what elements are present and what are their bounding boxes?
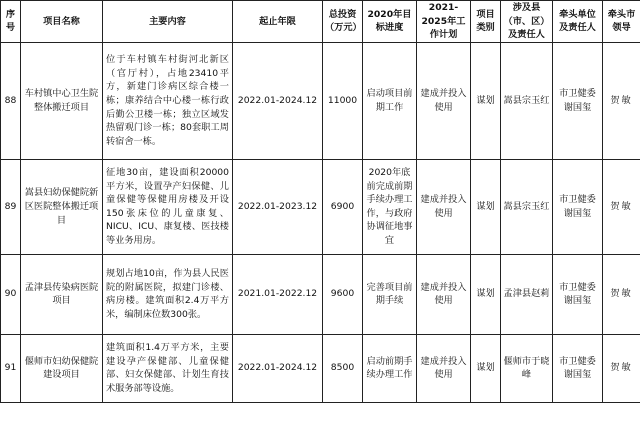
header-progress: 2020年目标进度 xyxy=(363,1,417,43)
header-county: 涉及县（市、区）及责任人 xyxy=(501,1,553,43)
header-period: 起止年限 xyxy=(233,1,323,43)
cell-category: 谋划 xyxy=(471,334,501,402)
cell-period: 2022.01-2024.12 xyxy=(233,334,323,402)
cell-name: 车村镇中心卫生院整体搬迁项目 xyxy=(21,42,103,159)
header-no: 序号 xyxy=(1,1,21,43)
cell-category: 谋划 xyxy=(471,159,501,254)
table-row xyxy=(1,159,640,254)
cell-leader: 贺敏 xyxy=(603,334,640,402)
cell-unit: 市卫健委谢国玺 xyxy=(553,159,603,254)
cell-investment: 11000 xyxy=(323,42,363,159)
cell-county: 嵩县宗玉红 xyxy=(501,42,553,159)
cell-leader: 贺敏 xyxy=(603,159,640,254)
cell-leader: 贺敏 xyxy=(603,42,640,159)
header-unit: 牵头单位及责任人 xyxy=(553,1,603,43)
header-content: 主要内容 xyxy=(103,1,233,43)
cell-content: 征地30亩，建设面积20000平方米，设置孕产妇保健、儿童保健等保健用房楼及开设150张床位的儿童康复、NICU、ICU、康复楼、医技楼等业务用房。 xyxy=(103,159,233,254)
cell-progress: 2020年底前完成前期手续办理工作，与政府协调征地事宜 xyxy=(363,159,417,254)
header-category: 项目类别 xyxy=(471,1,501,43)
cell-no: 90 xyxy=(1,254,21,334)
cell-progress: 启动前期手续办理工作 xyxy=(363,334,417,402)
cell-name: 嵩县妇幼保健院新区医院整体搬迁项目 xyxy=(21,159,103,254)
cell-county: 嵩县宗玉红 xyxy=(501,159,553,254)
header-row xyxy=(1,1,640,43)
cell-leader: 贺敏 xyxy=(603,254,640,334)
cell-no: 91 xyxy=(1,334,21,402)
cell-period: 2022.01-2024.12 xyxy=(233,42,323,159)
cell-investment: 6900 xyxy=(323,159,363,254)
table-row xyxy=(1,254,640,334)
table-row xyxy=(1,334,640,402)
cell-category: 谋划 xyxy=(471,254,501,334)
header-investment: 总投资（万元） xyxy=(323,1,363,43)
header-plan: 2021-2025年工作计划 xyxy=(417,1,471,43)
cell-period: 2022.01-2023.12 xyxy=(233,159,323,254)
cell-plan: 建成并投入使用 xyxy=(417,159,471,254)
cell-unit: 市卫健委谢国玺 xyxy=(553,254,603,334)
cell-investment: 9600 xyxy=(323,254,363,334)
cell-county: 孟津县赵莉 xyxy=(501,254,553,334)
cell-content: 位于车村镇车村街河北新区（官厅村），占地23410平方，新建门诊病区综合楼一栋；康养结合中心楼一栋行政后勤公卫楼一栋；独立区域发热留观门诊一栋；80套职工周转宿舍一栋。 xyxy=(103,42,233,159)
cell-category: 谋划 xyxy=(471,42,501,159)
cell-unit: 市卫健委谢国玺 xyxy=(553,334,603,402)
cell-progress: 完善项目前期手续 xyxy=(363,254,417,334)
cell-progress: 启动项目前期工作 xyxy=(363,42,417,159)
header-leader: 牵头市领导 xyxy=(603,1,640,43)
cell-no: 89 xyxy=(1,159,21,254)
cell-content: 建筑面积1.4万平方米，主要建设孕产保健部、儿童保健部、妇女保健部、计划生育技术服务部等设施。 xyxy=(103,334,233,402)
cell-county: 偃师市于晓峰 xyxy=(501,334,553,402)
cell-investment: 8500 xyxy=(323,334,363,402)
cell-period: 2021.01-2022.12 xyxy=(233,254,323,334)
cell-content: 规划占地10亩，作为县人民医院的附属医院，拟建门诊楼、病房楼。建筑面积2.4万平方米，编制床位数300张。 xyxy=(103,254,233,334)
cell-plan: 建成并投入使用 xyxy=(417,254,471,334)
cell-no: 88 xyxy=(1,42,21,159)
cell-plan: 建成并投入使用 xyxy=(417,334,471,402)
cell-plan: 建成并投入使用 xyxy=(417,42,471,159)
header-name: 项目名称 xyxy=(21,1,103,43)
cell-unit: 市卫健委谢国玺 xyxy=(553,42,603,159)
table-row xyxy=(1,42,640,159)
cell-name: 偃师市妇幼保健院建设项目 xyxy=(21,334,103,402)
cell-name: 孟津县传染病医院项目 xyxy=(21,254,103,334)
